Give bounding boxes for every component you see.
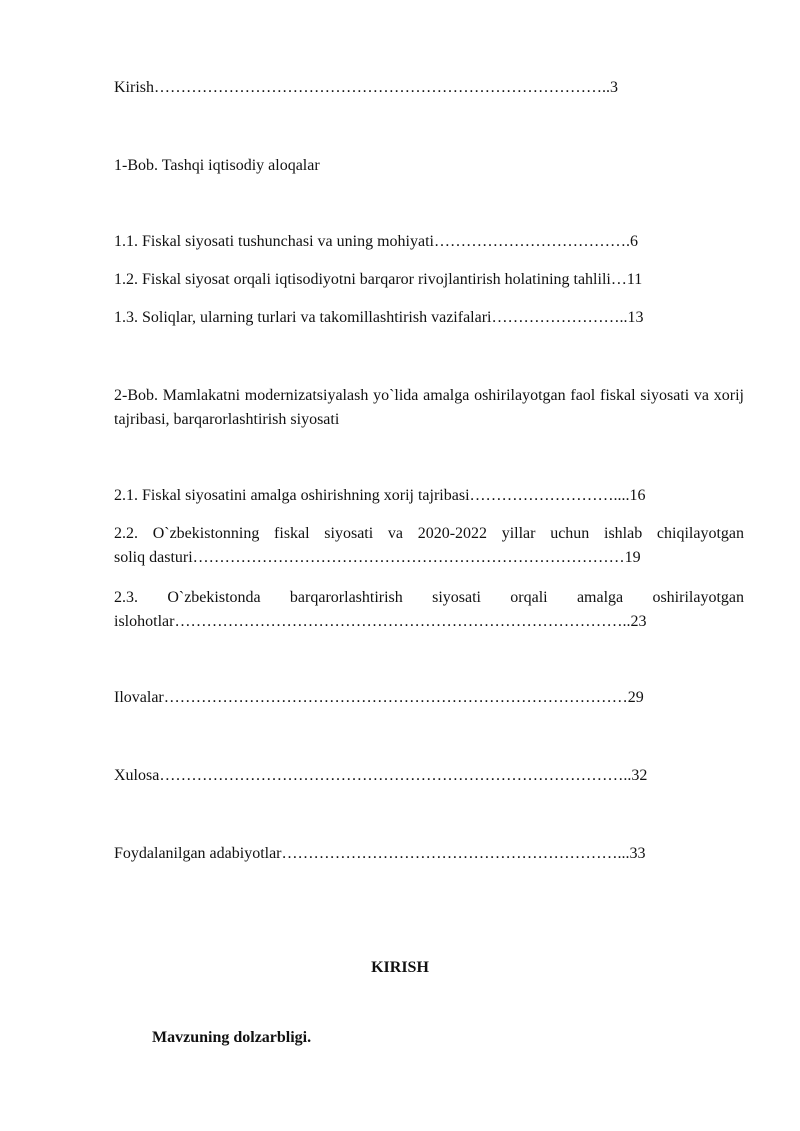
toc-entry-1-2: 1.2. Fiskal siyosat orqali iqtisodiyotni barqaror rivojlantirish holatining tahlili…11: [114, 271, 643, 288]
toc-entry-2-3-line-1: 2.3. O`zbekistonda barqarorlashtirish siyosati orqali amalga oshirilayotgan: [114, 589, 744, 606]
toc-entry-appendices: Ilovalar……………………………………………………………………………29: [114, 689, 644, 706]
toc-chapter-2-title: 2-Bob. Mamlakatni modernizatsiyalash yo`lida amalga oshirilayotgan faol fiskal siyosati va xorij tajribasi, barqarorlashtirish siyosati: [114, 387, 744, 428]
toc-entry-intro: Kirish…………………………………………………………………………..3: [114, 79, 618, 96]
toc-chapter-1-title: 1-Bob. Tashqi iqtisodiy aloqalar: [114, 157, 320, 174]
toc-entry-conclusion: Xulosa……………………………………………………………………………..32: [114, 767, 648, 784]
toc-entry-references: Foydalanilgan adabiyotlar………………………………………………………...33: [114, 845, 646, 862]
subsection-heading-relevance: Mavzuning dolzarbligi.: [152, 1029, 312, 1046]
toc-entry-1-3: 1.3. Soliqlar, ularning turlari va takomillashtirish vazifalari……………………..13: [114, 309, 644, 326]
section-heading-intro: KIRISH: [371, 959, 429, 976]
toc-entry-2-3-line-2: islohotlar…………………………………………………………………………..23: [114, 613, 647, 630]
toc-entry-1-1: 1.1. Fiskal siyosati tushunchasi va uning mohiyati……………………………….6: [114, 233, 638, 250]
toc-entry-2-1: 2.1. Fiskal siyosatini amalga oshirishning xorij tajribasi………………………....16: [114, 487, 646, 504]
toc-entry-2-2-line-1: 2.2. O`zbekistonning fiskal siyosati va 2020-2022 yillar uchun ishlab chiqilayotgan: [114, 525, 744, 542]
toc-entry-2-2-line-2: soliq dasturi………………………………………………………………………19: [114, 549, 641, 566]
